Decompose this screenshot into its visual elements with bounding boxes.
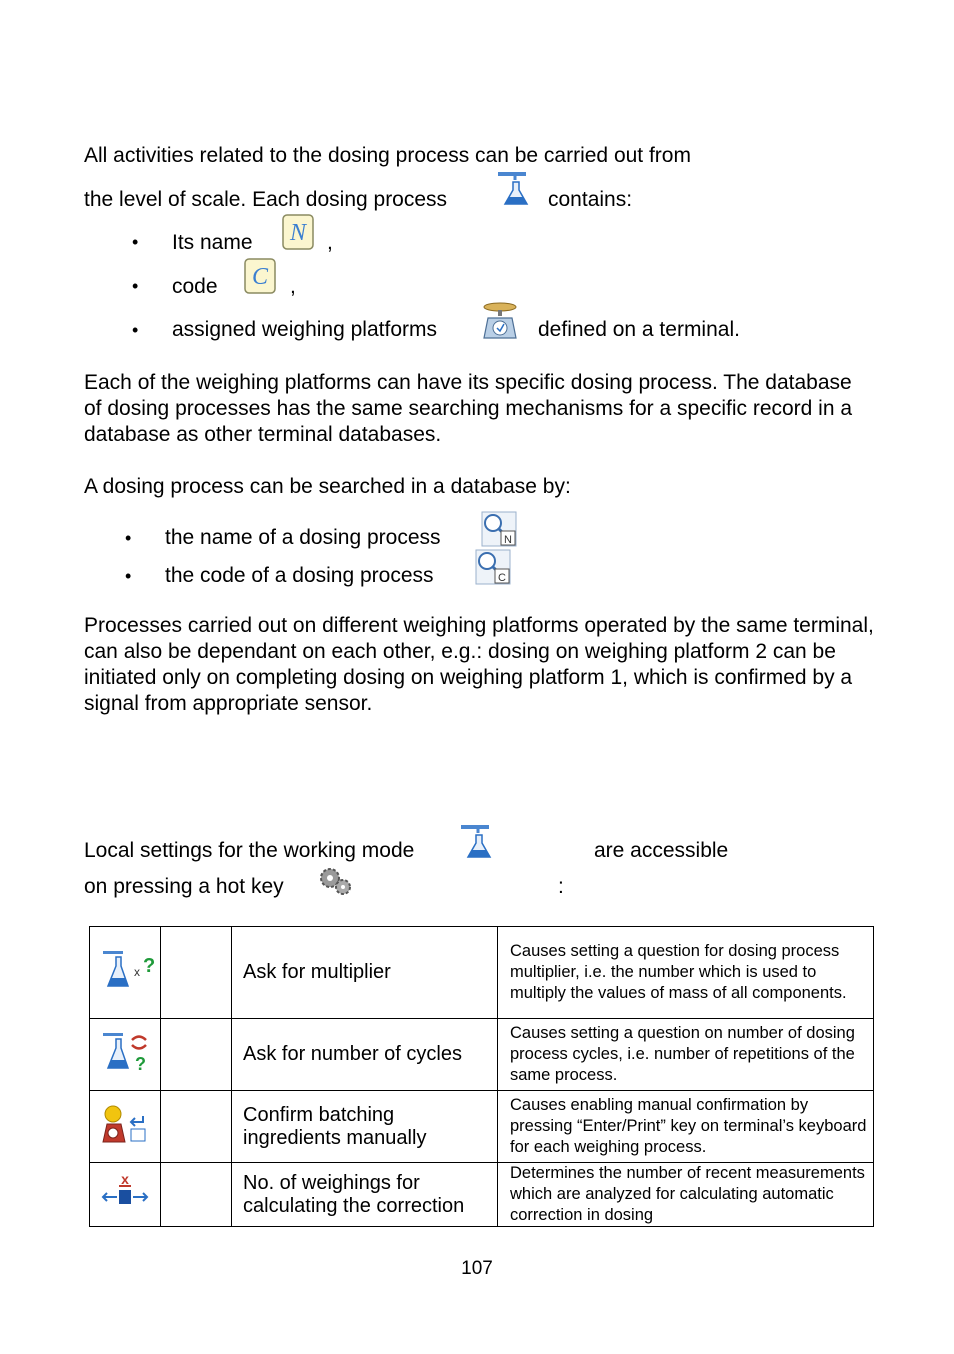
bullet-platform-suffix: defined on a terminal. bbox=[538, 318, 740, 341]
bullet-dot: • bbox=[132, 232, 139, 252]
search-by-name-label: the name of a dosing process bbox=[165, 526, 441, 549]
svg-text:x: x bbox=[134, 965, 140, 979]
flask-cycles-question-icon bbox=[99, 1030, 151, 1074]
setting-description: Determines the number of recent measurements which are analyzed for calculating automatic correction in dosing bbox=[498, 1163, 874, 1227]
intro-line-2-start: the level of scale. Each dosing process bbox=[84, 188, 448, 211]
code-c-icon bbox=[242, 256, 278, 296]
bullet-name-suffix: , bbox=[327, 231, 333, 254]
local-settings-line-2-start: on pressing a hot key bbox=[84, 875, 284, 898]
bullet-platform-label: assigned weighing platforms bbox=[172, 318, 437, 341]
setting-name: Ask for number of cycles bbox=[232, 1019, 498, 1091]
table-cell-blank bbox=[161, 1163, 232, 1227]
svg-text:C: C bbox=[498, 572, 506, 584]
paragraph-dependencies: Processes carried out on different weighing platforms operated by the same terminal, can also be dependant on each other, e.g.: dosing on weighing platform 2 can be initiated only on completing dosing on weighing platform 1, which is confirmed by a signal from appropriate sensor. bbox=[84, 614, 874, 715]
table-row bbox=[90, 1163, 874, 1227]
setting-description: Causes enabling manual confirmation by pressing “Enter/Print” key on terminal’s keyboard for each weighing process. bbox=[498, 1091, 874, 1163]
svg-text:?: ? bbox=[135, 1054, 146, 1074]
svg-text:N: N bbox=[289, 220, 307, 246]
table-cell-blank bbox=[161, 927, 232, 1019]
setting-name: Ask for multiplier bbox=[232, 927, 498, 1019]
table-row bbox=[90, 1091, 874, 1163]
table-cell-icon bbox=[90, 1091, 161, 1163]
table-cell-blank bbox=[161, 1019, 232, 1091]
intro-line-2-end: contains: bbox=[548, 188, 633, 211]
bullet-dot: • bbox=[132, 320, 139, 340]
weighing-platform-icon bbox=[478, 300, 522, 342]
bullet-dot: • bbox=[125, 528, 132, 548]
table-cell-blank bbox=[161, 1091, 232, 1163]
svg-text:N: N bbox=[504, 534, 512, 546]
table-cell-icon bbox=[90, 1163, 161, 1227]
settings-table bbox=[89, 926, 874, 1227]
local-settings-line-2-end: : bbox=[558, 875, 564, 898]
search-by-code-icon bbox=[475, 549, 511, 585]
table-cell-icon bbox=[90, 927, 161, 1019]
correction-weighings-icon bbox=[99, 1170, 151, 1214]
flask-multiplier-question-icon bbox=[99, 948, 156, 992]
gears-hotkey-icon bbox=[318, 864, 352, 896]
local-settings-line-1-end: are accessible bbox=[594, 839, 729, 862]
setting-name: Confirm batching ingredients manually bbox=[232, 1091, 498, 1163]
table-cell-icon bbox=[90, 1019, 161, 1091]
bullet-dot: • bbox=[125, 566, 132, 586]
table-row bbox=[90, 1019, 874, 1091]
svg-text:C: C bbox=[251, 264, 269, 290]
local-settings-line-1-start: Local settings for the working mode bbox=[84, 839, 415, 862]
bullet-name-label: Its name bbox=[172, 231, 253, 254]
svg-text:?: ? bbox=[143, 955, 156, 977]
search-heading: A dosing process can be searched in a database by: bbox=[84, 475, 571, 498]
page-number: 107 bbox=[461, 1258, 493, 1279]
setting-description: Causes setting a question for dosing process multiplier, i.e. the number which is used to multiply the values of mass of all components. bbox=[498, 927, 874, 1019]
paragraph-platforms: Each of the weighing platforms can have its specific dosing process. The database of dosing processes has the same searching mechanisms for a specific record in a database as other terminal databases. bbox=[84, 371, 853, 446]
table-row bbox=[90, 927, 874, 1019]
confirm-ingredient-icon bbox=[99, 1102, 151, 1146]
flask-dosing-icon bbox=[459, 823, 495, 861]
setting-name: No. of weighings for calculating the correction bbox=[232, 1163, 498, 1227]
bullet-dot: • bbox=[132, 276, 139, 296]
svg-text:x: x bbox=[121, 1171, 129, 1187]
bullet-code-label: code bbox=[172, 275, 218, 298]
intro-line-1: All activities related to the dosing process can be carried out from bbox=[84, 144, 691, 167]
search-by-name-icon bbox=[481, 511, 517, 547]
setting-description: Causes setting a question on number of dosing process cycles, i.e. number of repetitions of the same process. bbox=[498, 1019, 874, 1091]
name-n-icon bbox=[280, 212, 316, 252]
flask-dosing-icon bbox=[496, 170, 532, 208]
bullet-code-suffix: , bbox=[290, 275, 296, 298]
search-by-code-label: the code of a dosing process bbox=[165, 564, 434, 587]
